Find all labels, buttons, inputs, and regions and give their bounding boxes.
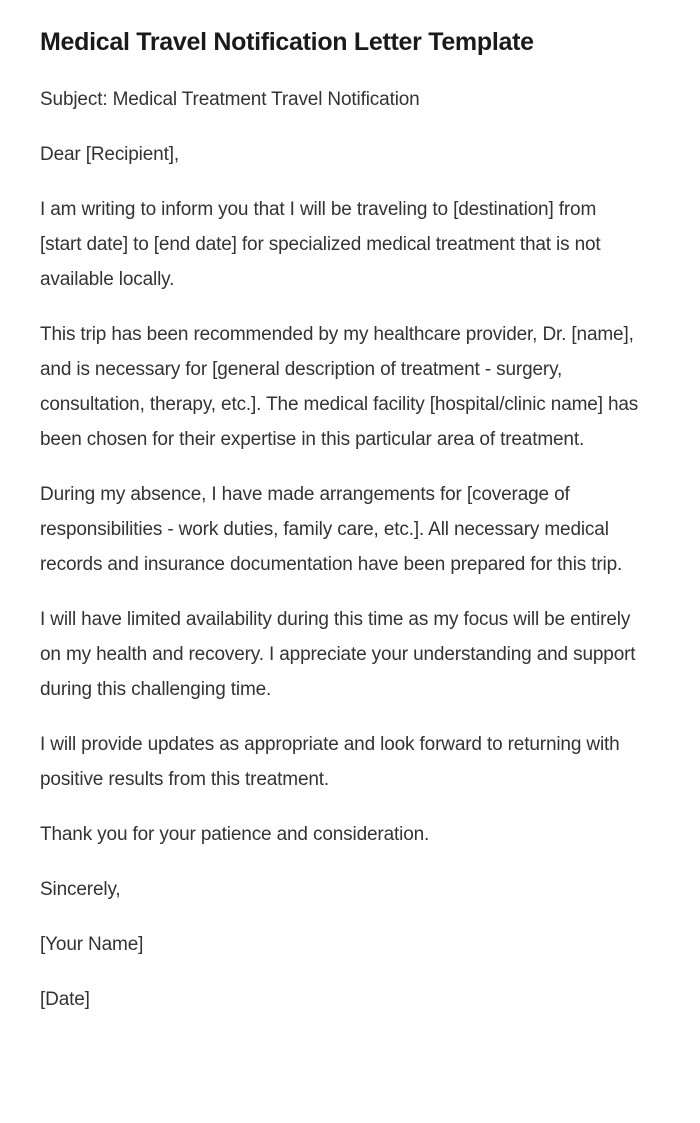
subject-line: Subject: Medical Treatment Travel Notification <box>40 89 420 110</box>
body-paragraph-provider-recommendation: This trip has been recommended by my healthcare provider, Dr. [name], and is necessary for [general description of treatment - surgery, consultation, therapy, etc.]. The medical facility [hospital/clinic name] has been chosen for their expertise in this particular area of treatment. <box>40 324 639 450</box>
body-paragraph-updates: I will provide updates as appropriate and look forward to returning with positive results from this treatment. <box>40 734 620 790</box>
closing: Sincerely, <box>40 879 121 900</box>
signature-date: [Date] <box>40 989 90 1010</box>
body-paragraph-thanks: Thank you for your patience and consideration. <box>40 824 430 845</box>
body-paragraph-travel-notice: I am writing to inform you that I will be traveling to [destination] from [start date] to [end date] for specialized medical treatment that is not available locally. <box>40 199 601 290</box>
body-paragraph-absence-arrangements: During my absence, I have made arrangements for [coverage of responsibilities - work duties, family care, etc.]. All necessary medical records and insurance documentation have been prepared for this trip. <box>40 484 623 575</box>
page-title: Medical Travel Notification Letter Template <box>40 28 534 56</box>
salutation: Dear [Recipient], <box>40 144 179 165</box>
signature-name: [Your Name] <box>40 934 144 955</box>
body-paragraph-limited-availability: I will have limited availability during this time as my focus will be entirely on my health and recovery. I appreciate your understanding and support during this challenging time. <box>40 609 636 700</box>
